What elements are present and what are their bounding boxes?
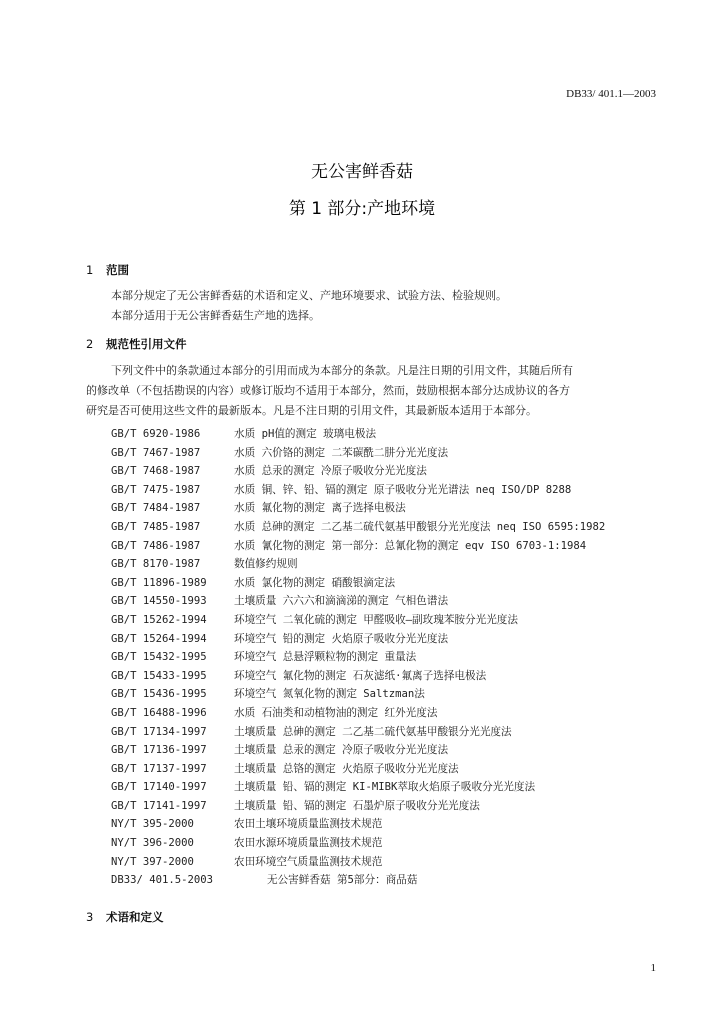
document-subtitle: 第 1 部分:产地环境 (288, 199, 436, 219)
paragraph-line: 本部分适用于无公害鲜香菇生产地的选择。 (111, 309, 320, 322)
reference-code: GB/T 15433-1995 (111, 669, 207, 682)
section-title: 范围 (106, 263, 129, 277)
section-title: 术语和定义 (106, 910, 164, 924)
reference-code: GB/T 17136-1997 (111, 744, 207, 757)
section-heading-normative (86, 336, 187, 352)
section-heading-terms (86, 909, 164, 925)
reference-code: DB33/ 401.5-2003 (111, 874, 214, 887)
reference-code: NY/T 397-2000 (111, 855, 194, 868)
section-heading-scope (86, 262, 129, 278)
section-title: 规范性引用文件 (106, 337, 187, 351)
reference-title: 农田水源环境质量监测技术规范 (234, 837, 383, 850)
reference-code: GB/T 17140-1997 (111, 781, 207, 794)
reference-title: 水质 六价铬的测定 二苯碳酰二肼分光光度法 (234, 446, 449, 459)
reference-title: 农田环境空气质量监测技术规范 (234, 855, 383, 868)
reference-code: GB/T 17134-1997 (111, 725, 207, 738)
document-title: 无公害鲜香菇 (311, 162, 413, 182)
reference-code: GB/T 15264-1994 (111, 632, 207, 645)
reference-title: 土壤质量 六六六和滴滴涕的测定 气相色谱法 (234, 595, 449, 608)
reference-title: 水质 pH值的测定 玻璃电极法 (234, 428, 377, 440)
reference-code: GB/T 15432-1995 (111, 651, 207, 664)
reference-code: GB/T 11896-1989 (111, 576, 207, 589)
reference-title: 环境空气 总悬浮颗粒物的测定 重量法 (234, 651, 417, 664)
reference-code: GB/T 15262-1994 (111, 613, 207, 626)
normative-paragraph (86, 361, 573, 421)
reference-code: GB/T 16488-1996 (111, 706, 207, 719)
reference-title: 环境空气 二氧化硫的测定 甲醛吸收—副玫瑰苯胺分光光度法 (234, 613, 518, 626)
reference-title: 土壤质量 铅、镉的测定 石墨炉原子吸收分光光度法 (234, 799, 480, 812)
paragraph-line: 本部分规定了无公害鲜香菇的术语和定义、产地环境要求、试验方法、检验规则。 (111, 289, 507, 302)
reference-title: 环境空气 铅的测定 火焰原子吸收分光光度法 (234, 632, 449, 645)
reference-code: GB/T 7486-1987 (111, 539, 201, 552)
page-number: 1 (650, 962, 656, 974)
reference-title: 农田土壤环境质量监测技术规范 (234, 818, 383, 831)
reference-code: GB/T 14550-1993 (111, 595, 207, 608)
reference-code: NY/T 396-2000 (111, 837, 194, 850)
reference-title: 水质 铜、锌、铅、镉的测定 原子吸收分光光谱法 neq ISO/DP 8288 (234, 483, 572, 496)
reference-title: 水质 氰化物的测定 第一部分：总氰化物的测定 eqv ISO 6703-1:1984 (234, 539, 587, 552)
reference-title: 水质 总砷的测定 二乙基二硫代氨基甲酸银分光光度法 neq ISO 6595:1982 (234, 520, 606, 533)
reference-code: GB/T 8170-1987 (111, 558, 201, 571)
section-number: 3 (86, 910, 94, 924)
reference-title: 环境空气 氟化物的测定 石灰滤纸·氟离子选择电极法 (234, 669, 487, 682)
reference-title: 水质 石油类和动植物油的测定 红外光度法 (234, 706, 438, 719)
reference-code: GB/T 17141-1997 (111, 799, 207, 812)
reference-title: 水质 氯化物的测定 硝酸银滴定法 (234, 576, 396, 589)
paragraph-line: 的修改单（不包括勘误的内容）或修订版均不适用于本部分，然而，鼓励根据本部分达成协议的各方 (86, 384, 570, 397)
reference-code: GB/T 17137-1997 (111, 762, 207, 775)
reference-title: 土壤质量 总汞的测定 冷原子吸收分光光度法 (234, 744, 449, 757)
section-number: 2 (86, 337, 94, 351)
paragraph-line: 研究是否可使用这些文件的最新版本。凡是不注日期的引用文件，其最新版本适用于本部分。 (86, 404, 537, 417)
reference-code: GB/T 7484-1987 (111, 502, 201, 515)
reference-title: 土壤质量 铅、镉的测定 KI-MIBK萃取火焰原子吸收分光光度法 (234, 781, 536, 794)
reference-code: GB/T 7467-1987 (111, 446, 201, 459)
reference-title: 土壤质量 总铬的测定 火焰原子吸收分光光度法 (234, 762, 459, 775)
scope-paragraph (111, 286, 507, 326)
reference-code: GB/T 15436-1995 (111, 688, 207, 701)
reference-code: GB/T 7475-1987 (111, 483, 201, 496)
reference-title: 数值修约规则 (234, 558, 298, 571)
reference-code: GB/T 7485-1987 (111, 520, 201, 533)
reference-code: GB/T 7468-1987 (111, 465, 201, 478)
reference-title: 土壤质量 总砷的测定 二乙基二硫代氨基甲酸银分光光度法 (234, 725, 512, 738)
reference-title: 环境空气 氮氧化物的测定 Saltzman法 (234, 688, 425, 701)
reference-title: 水质 总汞的测定 冷原子吸收分光光度法 (234, 465, 427, 478)
reference-title: 无公害鲜香菇 第5部分：商品菇 (267, 874, 418, 887)
paragraph-line: 下列文件中的条款通过本部分的引用而成为本部分的条款。凡是注日期的引用文件，其随后所有 (111, 364, 573, 377)
reference-title: 水质 氟化物的测定 离子选择电极法 (234, 502, 406, 515)
section-number: 1 (86, 263, 94, 277)
reference-code: NY/T 395-2000 (111, 818, 194, 831)
reference-code: GB/T 6920-1986 (111, 428, 201, 440)
document-code: DB33/ 401.1—2003 (566, 88, 656, 100)
